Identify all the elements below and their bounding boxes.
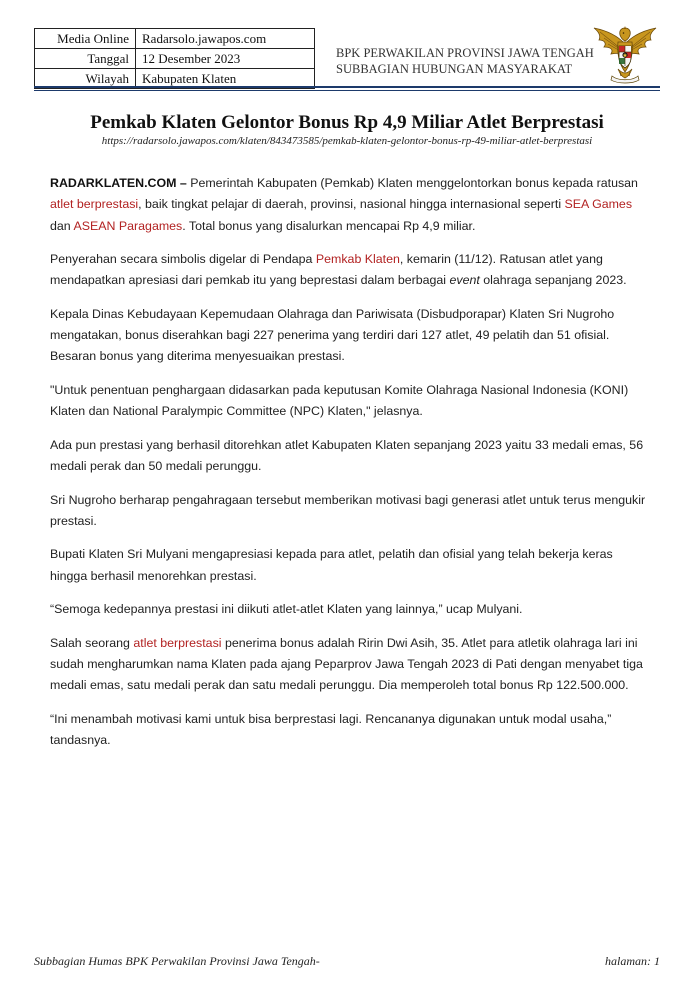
media-label: Media Online: [35, 29, 136, 49]
paragraph: [50, 173, 650, 237]
text-run: dan: [50, 218, 74, 233]
paragraph: Ada pun prestasi yang berhasil ditorehkan atlet Kabupaten Klaten sepanjang 2023 yaitu 33 medali emas, 56 medali perak dan 50 medali perunggu.: [50, 437, 644, 474]
article-url: https://radarsolo.jawapos.com/klaten/843473585/pemkab-klaten-gelontor-bonus-rp-49-miliar-atlet-berprestasi: [101, 135, 593, 147]
text-run: , baik tingkat pelajar di daerah, provinsi, nasional hingga internasional seperti: [138, 197, 565, 212]
header-rule: [34, 86, 660, 88]
date-info-row: [35, 49, 315, 69]
header-rule-thin: [34, 90, 660, 91]
media-value: Radarsolo.jawapos.com: [136, 29, 315, 49]
region-label: Wilayah: [35, 69, 136, 89]
link-asean-paragames[interactable]: ASEAN Paragames: [73, 218, 183, 233]
date-value: 12 Desember 2023: [136, 49, 315, 69]
paragraph: “Semoga kedepannya prestasi ini diikuti atlet-atlet Klaten yang lainnya,” ucap Mulyani.: [50, 602, 523, 617]
text-run: Penyerahan secara simbolis digelar di Pendapa: [50, 252, 316, 267]
news-source-label: RADARKLATEN.COM –: [50, 176, 187, 190]
org-name: BPK PERWAKILAN PROVINSI JAWA TENGAH: [336, 46, 594, 60]
text-run: . Total bonus yang disalurkan mencapai Rp 4,9 miliar.: [182, 218, 476, 233]
date-label: Tanggal: [35, 49, 136, 69]
org-heading: [336, 45, 594, 77]
garuda-emblem-icon: [590, 22, 660, 86]
paragraph: "Untuk penentuan penghargaan didasarkan pada keputusan Komite Olahraga Nasional Indonesia (KONI) Klaten dan National Paralympic Committee (NPC) Klaten," jelasnya.: [50, 382, 629, 419]
region-value: Kabupaten Klaten: [136, 69, 315, 89]
article-title: Pemkab Klaten Gelontor Bonus Rp 4,9 Miliar Atlet Berprestasi: [90, 112, 604, 133]
paragraph: [50, 633, 650, 697]
media-info-row: [35, 29, 315, 49]
italic-text: event: [449, 273, 480, 288]
text-run: , kemarin (11/12). Ratusan atlet yang mendapatkan apresiasi dari pemkab itu yang beprestasi dalam berbagai: [50, 252, 603, 288]
text-run: Pemerintah Kabupaten (Pemkab) Klaten menggelontorkan bonus kepada ratusan: [186, 176, 638, 190]
paragraph: Sri Nugroho berharap pengahragaan tersebut memberikan motivasi bagi generasi atlet untuk terus mengukir prestasi.: [50, 492, 646, 528]
paragraph: Kepala Dinas Kebudayaan Kepemudaan Olahraga dan Pariwisata (Disbudporapar) Klaten Sri Nugroho mengatakan, bonus diserahkan bagi 227 penerima yang terdiri dari 127 atlet, 49 pelatih dan 51 ofisial. Besaran bonus yang diterima menyesuaikan prestasi.: [50, 306, 615, 364]
article-body: [50, 173, 650, 763]
media-info-table: [34, 28, 315, 89]
page-number: halaman: 1: [605, 954, 660, 968]
org-subdivision: SUBBAGIAN HUBUNGAN MASYARAKAT: [336, 62, 573, 76]
text-run: Salah seorang: [50, 635, 134, 650]
text-run: olahraga sepanjang 2023.: [479, 273, 627, 288]
link-atlet-berprestasi[interactable]: atlet berprestasi: [50, 197, 139, 212]
text-run: penerima bonus adalah Ririn Dwi Asih, 35. Atlet para atletik olahraga lari ini sudah mengharumkan nama Klaten pada ajang Peparprov Jawa Tengah 2023 di Pati dengan menyabet tiga medali emas, satu medali perak dan satu medali perunggu. Dia memperoleh total bonus Rp 122.500.000.: [50, 635, 643, 693]
paragraph: “Ini menambah motivasi kami untuk bisa berprestasi lagi. Rencananya digunakan untuk modal usaha,” tandasnya.: [50, 711, 612, 747]
paragraph: [50, 249, 650, 292]
paragraph: Bupati Klaten Sri Mulyani mengapresiasi kepada para atlet, pelatih dan ofisial yang telah bekerja keras hingga berhasil menorehkan prestasi.: [50, 547, 613, 583]
link-sea-games[interactable]: SEA Games: [564, 197, 633, 212]
footer-department: Subbagian Humas BPK Perwakilan Provinsi Jawa Tengah-: [34, 954, 320, 968]
link-atlet-berprestasi[interactable]: atlet berprestasi: [133, 635, 222, 650]
link-pemkab-klaten[interactable]: Pemkab Klaten: [315, 252, 400, 267]
